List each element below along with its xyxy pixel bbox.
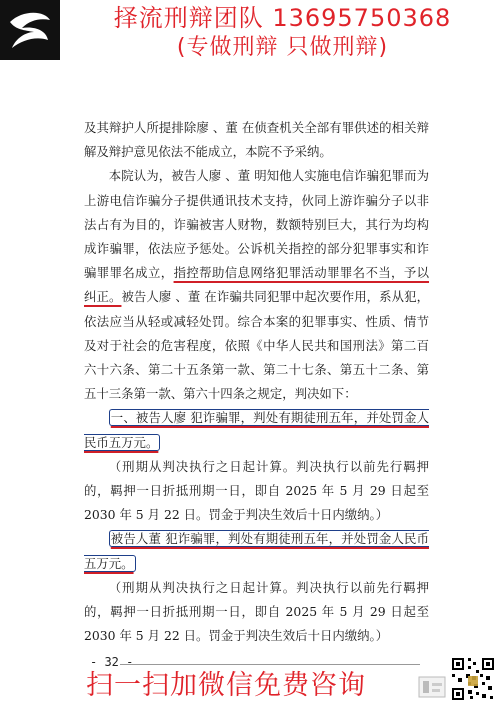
page-number: - 32 - xyxy=(90,655,134,669)
term-1: （刑期从判决执行之日起计算。判决执行以前先行羁押的，羁押一日折抵刑期一日，即自 2025 年 5 月 29 日起至 2030 年 5 月 22 日。罚金于判决生效后十日内缴纳。） xyxy=(84,458,429,523)
paragraph-2-start: 本院认为，被告人廖 、董 明知他人实施电信诈骗犯罪而为上游电信诈骗分子提供通讯技术支持，伙同上游诈骗分子以非法占有为目的，诈骗被害人财物，数额特别巨大，其行为均构成诈骗罪，依法应予惩处。公诉机关指控的部分犯罪事实和诈骗罪罪名成立， xyxy=(84,168,429,281)
paragraph-2-rest: 被告人廖 、董 在诈骗共同犯罪中起次要作用，系从犯，依法应当从轻或减轻处罚。综合本案的犯罪事实、性质、情节及对于社会的危害程度，依照《中华人民共和国刑法》第二百六十六条、第二十五条第一款、第二十七条、第五十二条、第五十三条第一款、第六十四条之规定，判决如下： xyxy=(84,289,429,402)
verdict-2-text: 被告人董 犯诈骗罪，判处有期徒刑五年，并处罚金人民币五万元。 xyxy=(84,531,429,571)
promo-banner xyxy=(0,0,500,70)
logo xyxy=(0,0,60,60)
paragraph-2 xyxy=(84,164,429,406)
page-divider xyxy=(120,664,420,665)
banner-title: 择流刑辩团队 13695750368 xyxy=(113,4,452,32)
paragraph-1: 及其辩护人所提排除廖 、董 在侦查机关全部有罪供述的相关辩解及辩护意见依法不能成立，本院不予采纳。 xyxy=(84,120,429,160)
verdict-2 xyxy=(84,527,429,575)
judgment-body xyxy=(84,116,429,648)
verdict-1 xyxy=(84,406,429,454)
verdict-1-text: 一、被告人廖 犯诈骗罪，判处有期徒刑五年，并处罚金人民币五万元。 xyxy=(84,410,429,450)
footer-cta: 扫一扫加微信免费咨询 xyxy=(86,670,366,701)
qr-code-icon[interactable] xyxy=(450,656,496,702)
swirl-logo-icon xyxy=(0,0,60,60)
stamp-icon xyxy=(418,676,446,698)
term-2: （刑期从判决执行之日起计算。判决执行以前先行羁押的，羁押一日折抵刑期一日，即自 2025 年 5 月 29 日起至 2030 年 5 月 22 日。罚金于判决生效后十日内缴纳。） xyxy=(84,579,429,644)
marked-sentence: 指控帮助信息网络犯罪活动罪罪名不当，予以纠正。 xyxy=(84,265,430,305)
banner-subtitle: (专做刑辩 只做刑辩) xyxy=(176,35,389,60)
